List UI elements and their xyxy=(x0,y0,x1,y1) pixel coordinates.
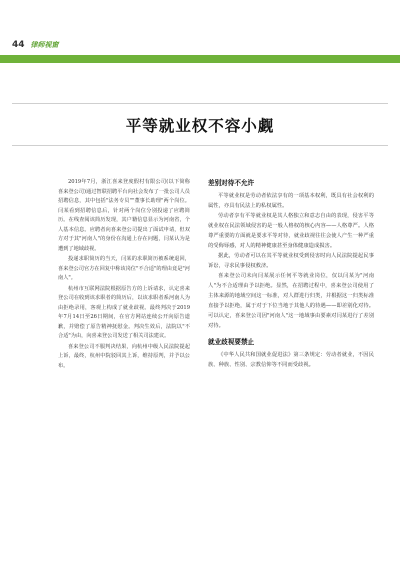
header-bar xyxy=(0,55,400,63)
right-paragraph: 《中华人民共和国就业促进法》第三条规定：劳动者就业，不因民族、种族、性别、宗教信仰等不同而受歧视。 xyxy=(208,352,374,368)
left-paragraph: 杭州市互联网法院根据原告方的上诉请求，认定喜来登公司在收到该求职者的简历后，以该求职者系河南人为由拒绝录用，客观上构成了就业歧视。最终判决于2019年7月14日至26日期间，在官方网站连续公开向原告道歉，并赔偿了原告精神抚慰金。判决生效后，法院以"不合适"为由，向喜来登公司发送了相关司法建议。 xyxy=(58,285,190,339)
right-paragraph: 平等就业权是劳动者依法享有的一项基本权利，既具有社会权利的属性，亦具有民法上的私权属性。 xyxy=(208,193,374,209)
left-paragraph: 2019年7月，浙江喜来登度假村有限公司(以下简称喜来登公司)通过智联招聘平台向社会发布了一批公司人员招聘信息，其中包括"法务专员""董事长助理"两个岗位。闫某看到招聘信息后，针对两个岗位分别投递了应聘简历。在线查阅该简历发现，其户籍信息显示为河南省，个人基本信息。应聘者向喜来登公司提出了面试申请，但双方对于其"河南人"的身份在沟通上存在问题，闫某认为是遭到了地域歧视。 xyxy=(58,179,190,252)
page-header xyxy=(12,38,59,52)
left-paragraph: 投递求职简历的当天，闫某的求职简历被系统退回，喜来登公司官方在回复中称该岗位"不合适"的理由竟是"河南人"。 xyxy=(58,256,190,281)
section-tag: 律师视窗 xyxy=(30,41,59,49)
title-rule-top xyxy=(12,103,388,104)
page-number: 44 xyxy=(12,40,25,50)
right-paragraph: 据此，劳动者可以在其平等就业权受到侵害时向人民法院提起民事诉讼，寻求民事侵权救济。 xyxy=(208,253,374,269)
left-paragraph: 喜来登公司不服判决结果，向杭州中级人民法院提起上诉，最终，杭州中院驳回其上诉，维持原判，并予以公布。 xyxy=(58,343,190,369)
right-paragraph: 劳动者享有平等就业权是其人格独立和意志自由的表现，侵害平等就业权在民法领域侵害的是一般人格权的核心内容——人格尊严。人格尊严重要的方面就是要求平等对待，就业歧视往往会使人产生一种严重的受侮辱感，对人的精神健康甚至身体健康造成损害。 xyxy=(208,213,374,249)
section-heading: 就业歧视要禁止 xyxy=(208,338,255,346)
title-rule-bottom xyxy=(12,145,388,146)
section-heading: 差别对待不允许 xyxy=(208,179,255,187)
article-title: 平等就业权不容小觑 xyxy=(125,117,275,135)
left-column xyxy=(58,178,190,372)
right-paragraph: 喜来登公司未向闫某展示任何平等就业岗位，仅以闫某为"河南人"为不合适理由予以拒绝。显然，在招聘过程中，喜来登公司使用了主体来源的地域空间这一标准，对人群进行归类，并根据这一归类标准直接予以拒绝，属于对于下位当地于其他人的待遇——即差别化对待。可以认定，喜来登公司因"河南人"这一地域事由要素对闫某进行了差别对待。 xyxy=(208,273,374,329)
right-column xyxy=(208,178,374,370)
